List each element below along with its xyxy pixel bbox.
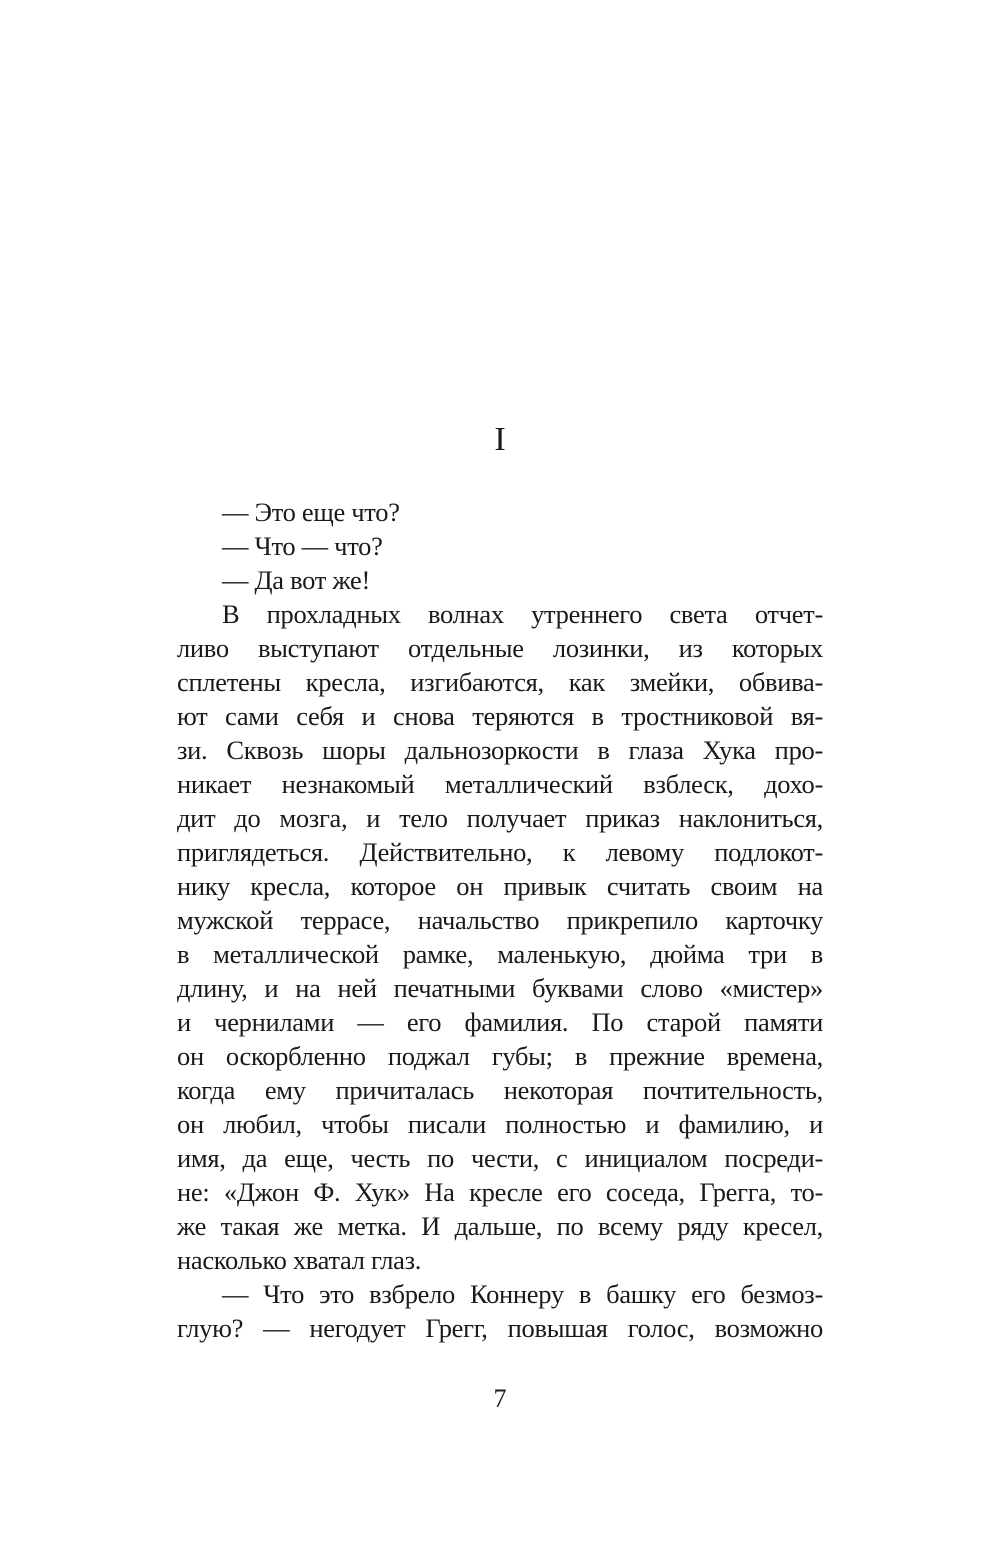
text-line: мужской террасе, начальство прикрепило карточку bbox=[177, 905, 823, 935]
text-line: имя, да еще, честь по чести, с инициалом посреди- bbox=[177, 1143, 823, 1173]
text-line: — Что это взбрело Коннеру в башку его безмоз- bbox=[222, 1279, 823, 1309]
text-line: и чернилами — его фамилия. По старой памяти bbox=[177, 1007, 823, 1037]
text-line: он оскорбленно поджал губы; в прежние времена, bbox=[177, 1041, 823, 1071]
text-line: в металлической рамке, маленькую, дюйма три в bbox=[177, 939, 823, 969]
text-line: зи. Сквозь шоры дальнозоркости в глаза Хука про- bbox=[177, 735, 823, 765]
text-line: приглядеться. Действительно, к левому подлокот- bbox=[177, 837, 823, 867]
text-line: когда ему причиталась некоторая почтительность, bbox=[177, 1075, 823, 1105]
text-line: — Что — что? bbox=[222, 531, 383, 561]
text-line: В прохладных волнах утреннего света отчет- bbox=[222, 599, 823, 629]
text-line: ют сами себя и снова теряются в тростниковой вя- bbox=[177, 701, 823, 731]
text-line: насколько хватал глаз. bbox=[177, 1245, 422, 1275]
page-number: 7 bbox=[493, 1384, 507, 1413]
text-line: никает незнакомый металлический взблеск, дохо- bbox=[177, 769, 823, 799]
text-line: длину, и на ней печатными буквами слово «мистер» bbox=[177, 973, 823, 1003]
chapter-heading: I bbox=[494, 421, 506, 458]
text-line: дит до мозга, и тело получает приказ наклониться, bbox=[177, 803, 823, 833]
text-line: он любил, чтобы писали полностью и фамилию, и bbox=[177, 1109, 823, 1139]
text-line: нику кресла, которое он привык считать своим на bbox=[177, 871, 823, 901]
text-line: — Да вот же! bbox=[222, 565, 370, 595]
text-line: — Это еще что? bbox=[222, 497, 400, 527]
text-line: же такая же метка. И дальше, по всему ряду кресел, bbox=[177, 1211, 823, 1241]
text-line: ливо выступают отдельные лозинки, из которых bbox=[177, 633, 823, 663]
text-line: сплетены кресла, изгибаются, как змейки, обвива- bbox=[177, 667, 823, 697]
text-line: глую? — негодует Грегг, повышая голос, возможно bbox=[177, 1313, 823, 1343]
body-text bbox=[177, 495, 823, 1345]
text-line: не: «Джон Ф. Хук» На кресле его соседа, Грегга, то- bbox=[177, 1177, 823, 1207]
